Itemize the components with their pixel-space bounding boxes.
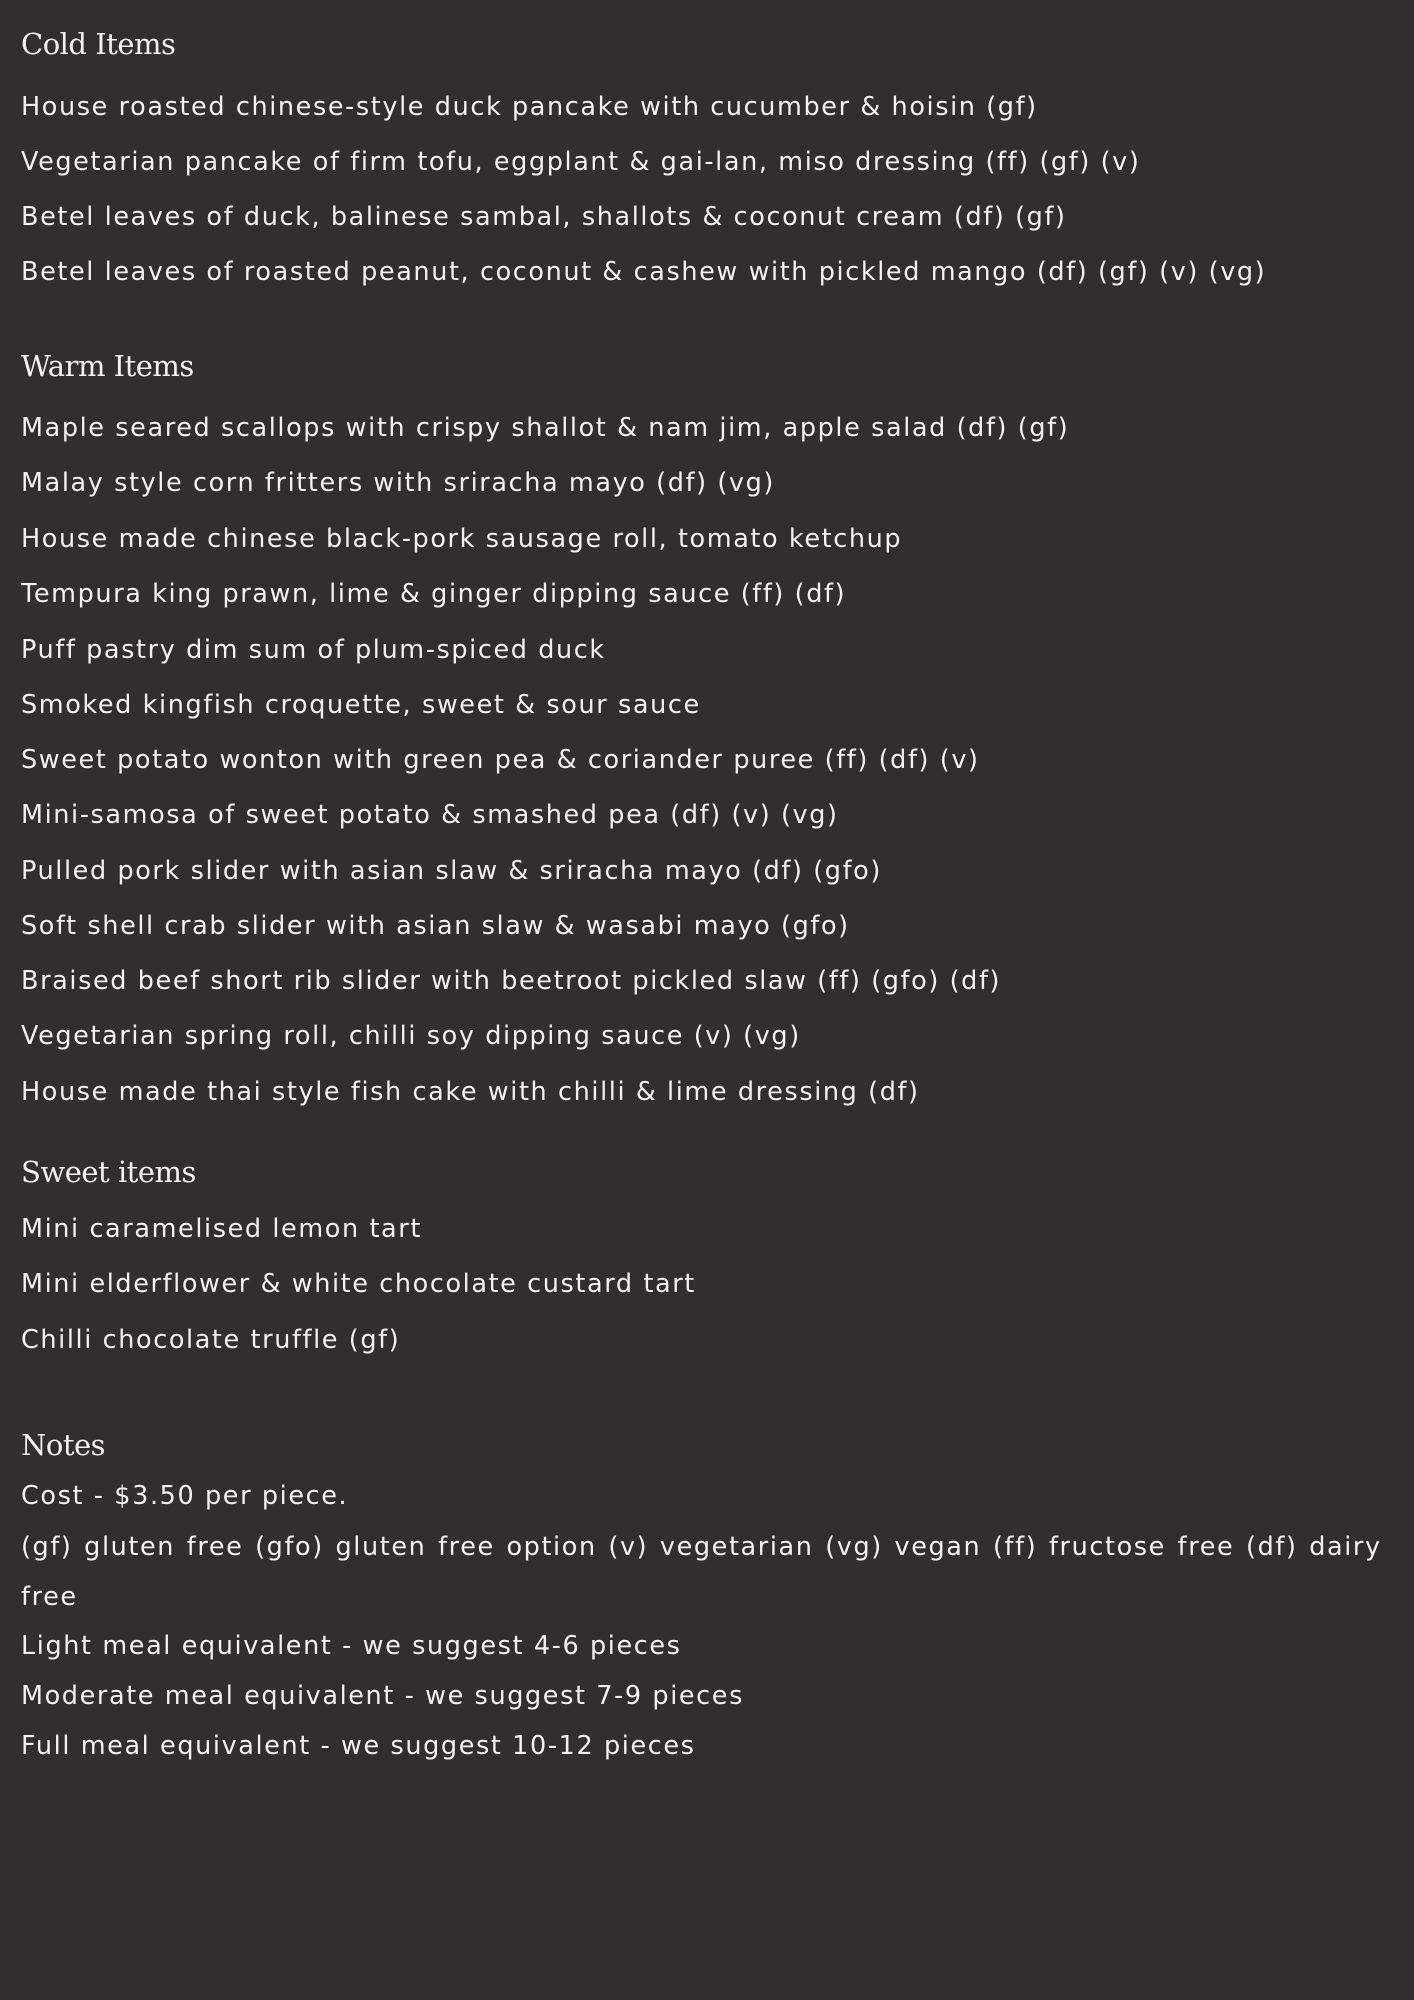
warm-item: Vegetarian spring roll, chilli soy dipping sauce (v) (vg): [21, 1021, 801, 1051]
warm-item: Maple seared scallops with crispy shallot & nam jim, apple salad (df) (gf): [21, 413, 1070, 443]
note-moderate-meal: Moderate meal equivalent - we suggest 7-9 pieces: [21, 1681, 744, 1711]
note-full-meal: Full meal equivalent - we suggest 10-12 pieces: [21, 1731, 696, 1761]
sweet-item: Mini caramelised lemon tart: [21, 1214, 422, 1244]
warm-item: Puff pastry dim sum of plum-spiced duck: [21, 635, 606, 665]
cold-item: Betel leaves of roasted peanut, coconut & cashew with pickled mango (df) (gf) (v) (vg): [21, 257, 1267, 287]
cold-item: Betel leaves of duck, balinese sambal, shallots & coconut cream (df) (gf): [21, 202, 1067, 232]
sweet-items-heading: Sweet items: [21, 1155, 196, 1189]
warm-item: House made chinese black-pork sausage roll, tomato ketchup: [21, 524, 903, 554]
warm-item: Malay style corn fritters with sriracha mayo (df) (vg): [21, 468, 775, 498]
warm-item: House made thai style fish cake with chilli & lime dressing (df): [21, 1077, 920, 1107]
note-light-meal: Light meal equivalent - we suggest 4-6 pieces: [21, 1631, 682, 1661]
warm-items-heading: Warm Items: [21, 349, 194, 383]
sweet-item: Mini elderflower & white chocolate custard tart: [21, 1269, 696, 1299]
note-dietary-legend: (gf) gluten free (gfo) gluten free option (v) vegetarian (vg) vegan (ff) fructose free (df) dairy free: [21, 1532, 1382, 1612]
warm-item: Soft shell crab slider with asian slaw & wasabi mayo (gfo): [21, 911, 850, 941]
sweet-item: Chilli chocolate truffle (gf): [21, 1325, 401, 1355]
warm-item: Sweet potato wonton with green pea & coriander puree (ff) (df) (v): [21, 745, 980, 775]
warm-item: Pulled pork slider with asian slaw & sriracha mayo (df) (gfo): [21, 856, 882, 886]
cold-item: House roasted chinese-style duck pancake with cucumber & hoisin (gf): [21, 92, 1038, 122]
notes-heading: Notes: [21, 1428, 106, 1462]
warm-item: Mini-samosa of sweet potato & smashed pea (df) (v) (vg): [21, 800, 839, 830]
cold-items-heading: Cold Items: [21, 27, 176, 61]
cold-item: Vegetarian pancake of firm tofu, eggplant & gai-lan, miso dressing (ff) (gf) (v): [21, 147, 1141, 177]
warm-item: Smoked kingfish croquette, sweet & sour sauce: [21, 690, 701, 720]
warm-item: Braised beef short rib slider with beetroot pickled slaw (ff) (gfo) (df): [21, 966, 1002, 996]
warm-item: Tempura king prawn, lime & ginger dipping sauce (ff) (df): [21, 579, 847, 609]
note-cost: Cost - $3.50 per piece.: [21, 1481, 349, 1511]
